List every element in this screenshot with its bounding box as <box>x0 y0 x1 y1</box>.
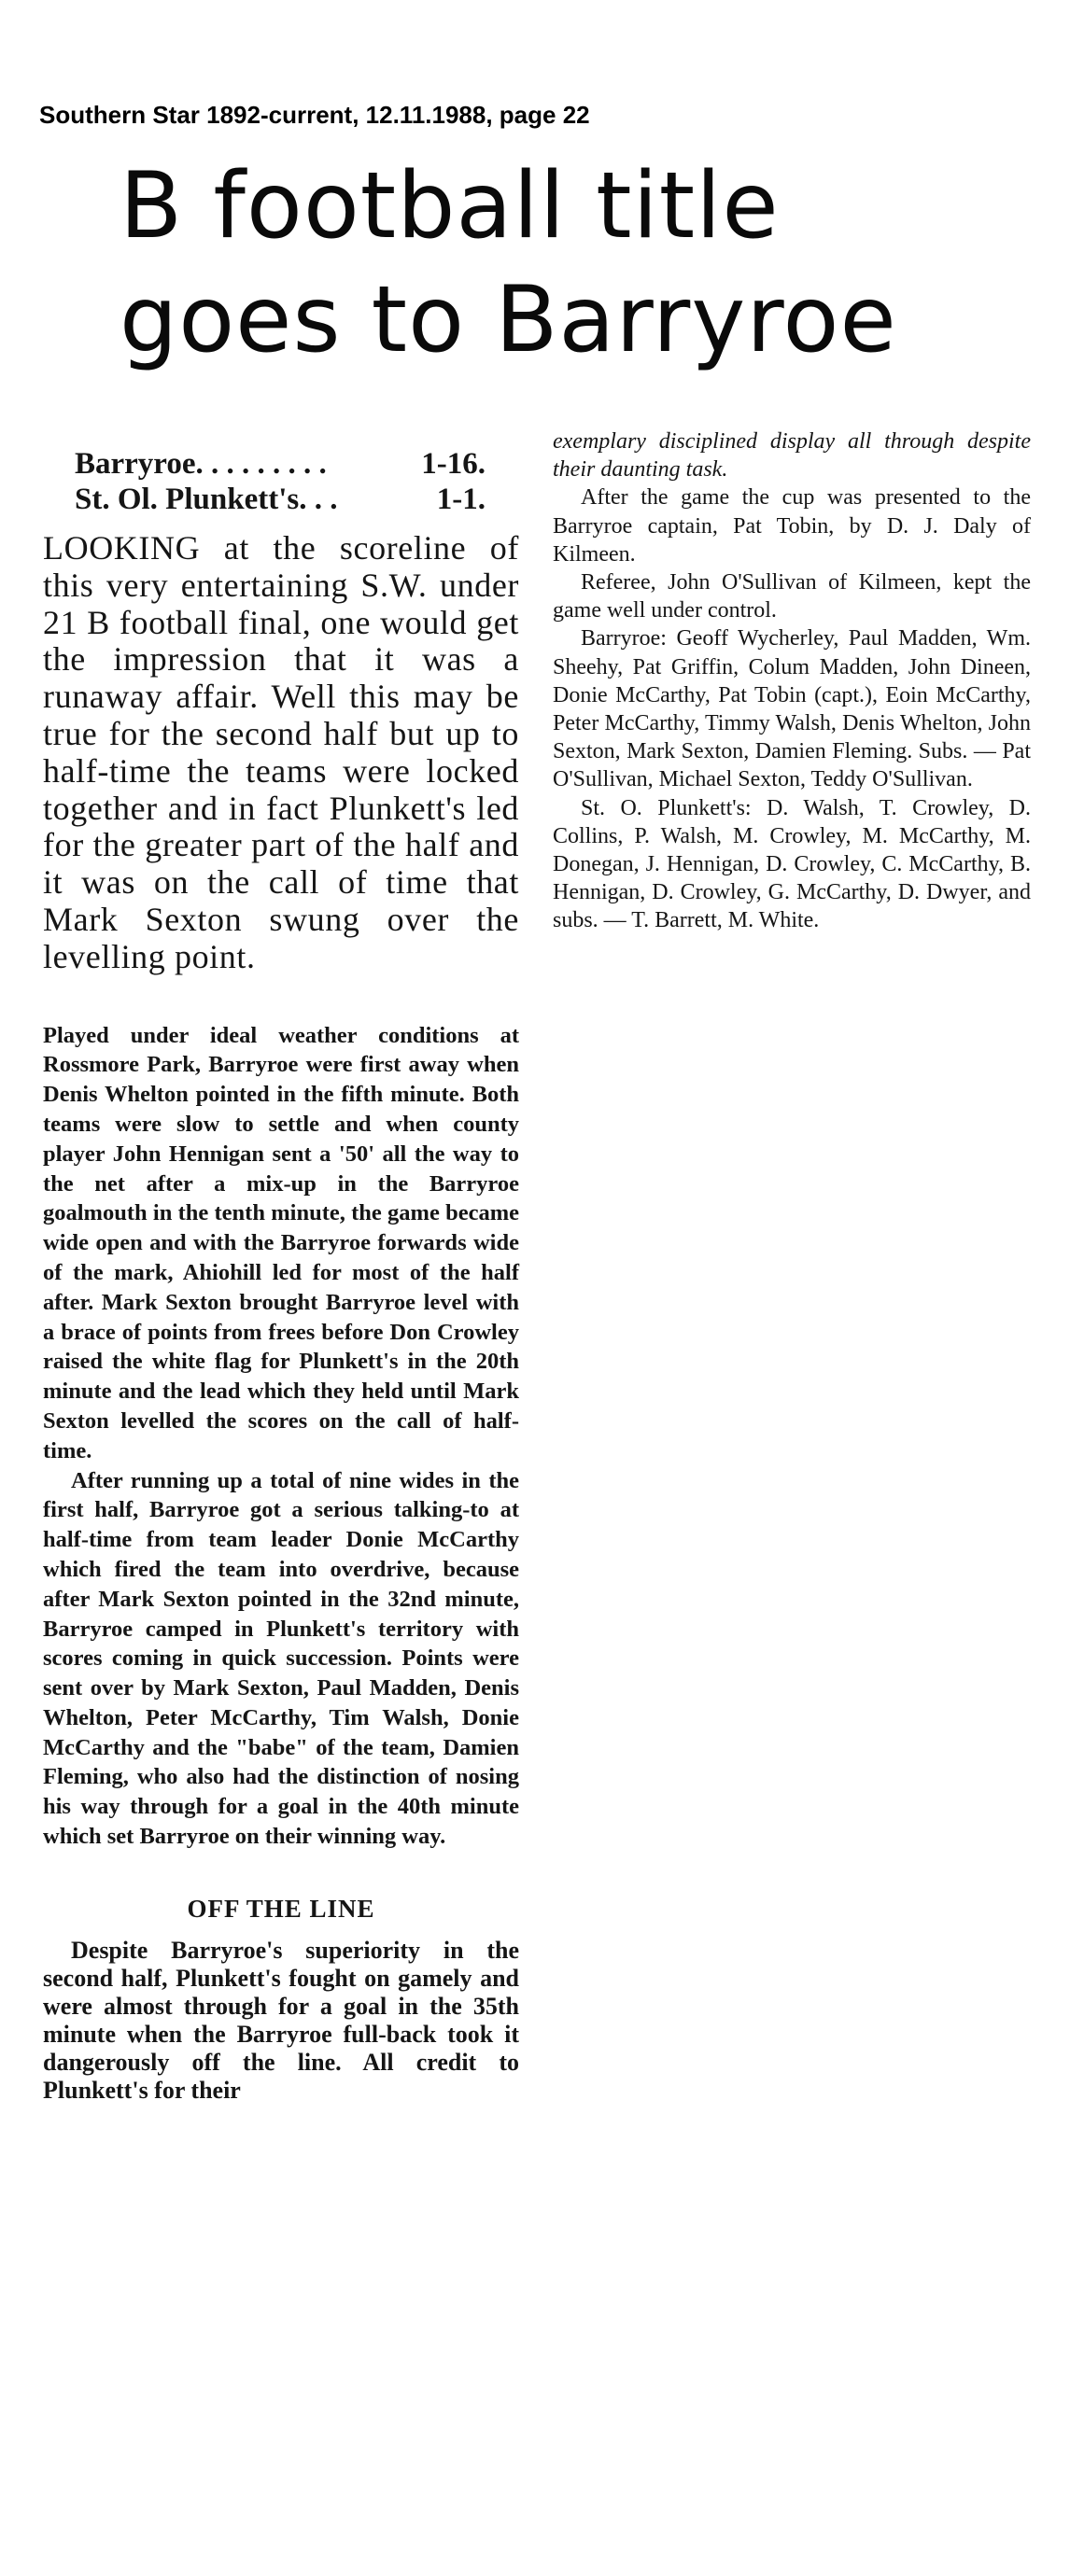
headline-line-2: goes to Barryroe <box>120 267 897 373</box>
body-paragraph: exemplary disciplined display all through despite their daunting task. <box>553 429 1031 483</box>
article-column-right <box>553 427 1031 935</box>
team-list-barryroe: Barryroe: Geoff Wycherley, Paul Madden, Wm. Sheehy, Pat Griffin, Colum Madden, John Dineen, Donie McCarthy, Pat Tobin (capt.), Eoin McCarthy, Peter McCarthy, Timmy Walsh, Denis Whelton, John Sexton, Mark Sexton, Damien Fleming. Subs. — Pat O'Sullivan, Michael Sexton, Teddy O'Sullivan. <box>553 626 1031 792</box>
score-line-barryroe <box>43 446 486 482</box>
score-team: St. Ol. Plunkett's. . . <box>75 483 338 516</box>
score-value: 1-1. <box>436 483 486 516</box>
body-paragraph: Despite Barryroe's superiority in the second half, Plunkett's fought on gamely and were almost through for a goal in the 35th minute when the Barryroe full-back took it dangerously off the line. All credit to Plunkett's for their <box>43 1936 519 2104</box>
headline-line-1: B football title <box>120 153 780 259</box>
article-column-left <box>43 446 519 2105</box>
body-paragraph: Referee, John O'Sullivan of Kilmeen, kept the game well under control. <box>553 570 1031 623</box>
body-paragraph: After running up a total of nine wides in the first half, Barryroe got a serious talking-to at half-time from team leader Donie McCarthy which fired the team into overdrive, because after Mark Sexton pointed in the 32nd minute, Barryroe camped in Plunkett's territory with scores coming in quick succession. Points were sent over by Mark Sexton, Paul Madden, Denis Whelton, Peter McCarthy, Tim Walsh, Donie McCarthy and the "babe" of the team, Damien Fleming, who also had the distinction of nosing his way through for a goal in the 40th minute which set Barryroe on their winning way. <box>43 1467 519 1850</box>
headline <box>120 149 941 377</box>
body-paragraph: Played under ideal weather conditions at Rossmore Park, Barryroe were first away when Denis Whelton pointed in the fifth minute. Both teams were slow to settle and when county player John Hennigan sent a '50' all the way to the net after a mix-up in the Barryroe goalmouth in the tenth minute, the game became wide open and with the Barryroe forwards wide of the mark, Ahiohill led for most of the half after. Mark Sexton brought Barryroe level with a brace of points from frees before Don Crowley raised the white flag for Plunkett's in the 20th minute and the lead which they held until Mark Sexton levelled the scores on the call of half-time. <box>43 1022 519 1463</box>
lead-paragraph: LOOKING at the scoreline of this very entertaining S.W. under 21 B football final, one would get the impression that it was a runaway affair. Well this may be true for the second half but up to half-time the teams were locked together and in fact Plunkett's led for the greater part of the half and it was on the call of time that Mark Sexton swung over the levelling point. <box>43 529 519 975</box>
body-paragraph: After the game the cup was presented to the Barryroe captain, Pat Tobin, by D. J. Daly of Kilmeen. <box>553 485 1031 567</box>
source-citation: Southern Star 1892-current, 12.11.1988, page 22 <box>39 101 590 129</box>
team-list-plunketts: St. O. Plunkett's: D. Walsh, T. Crowley, D. Collins, P. Walsh, M. Crowley, M. McCarthy, M. Donegan, J. Hennigan, D. Crowley, C. McCarthy, B. Hennigan, D. Crowley, G. McCarthy, D. Dwyer, and subs. — T. Barrett, M. White. <box>553 795 1031 933</box>
subheading: OFF THE LINE <box>187 1894 375 1923</box>
score-team: Barryroe. . . . . . . . . <box>75 447 327 481</box>
score-line-plunketts <box>43 482 486 517</box>
score-value: 1-16. <box>421 447 486 481</box>
